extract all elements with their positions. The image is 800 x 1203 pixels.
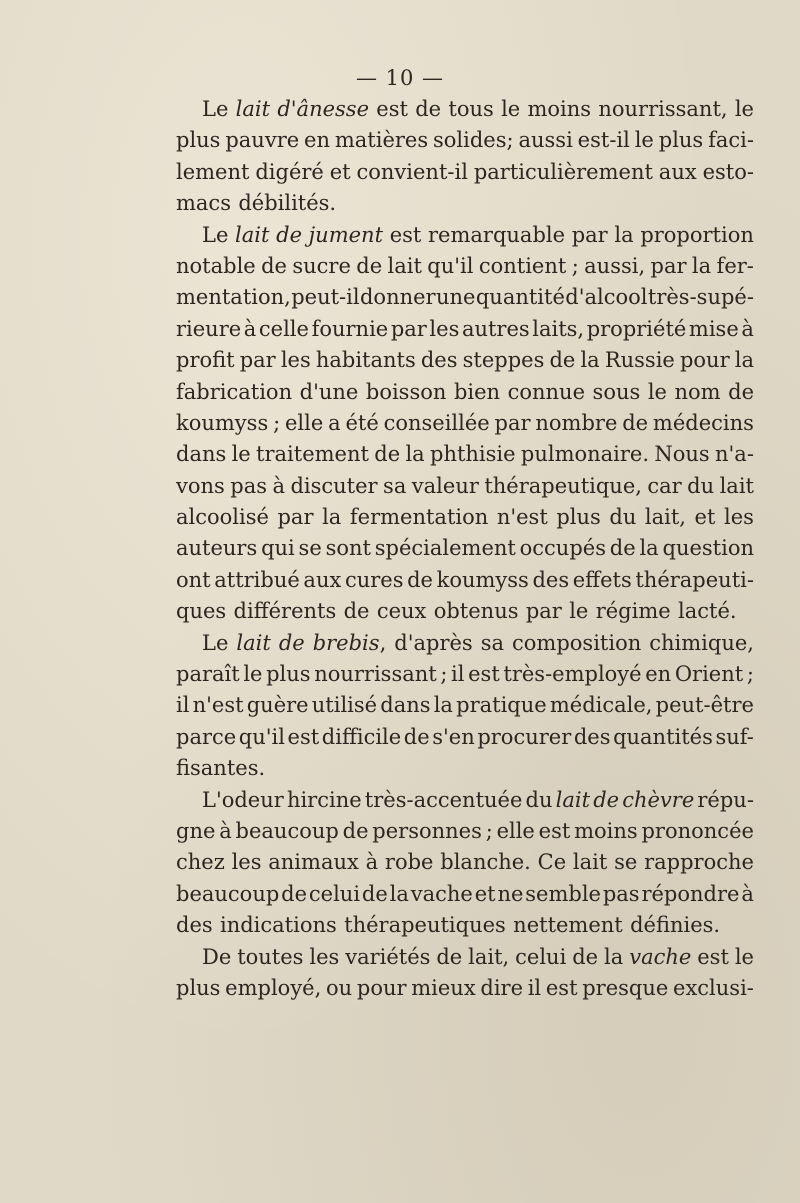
word: se bbox=[614, 850, 638, 875]
text-line bbox=[176, 125, 754, 156]
word: vache bbox=[410, 881, 473, 906]
word: tous bbox=[448, 97, 494, 121]
word: ; bbox=[273, 410, 281, 435]
word: occupés bbox=[519, 536, 606, 561]
word: digéré bbox=[255, 159, 324, 184]
word: par bbox=[494, 410, 531, 435]
word: les bbox=[429, 316, 460, 341]
word: d'une bbox=[299, 379, 359, 404]
word: de bbox=[343, 599, 370, 624]
word: est-il bbox=[577, 128, 630, 153]
word: nourrissant bbox=[314, 662, 437, 687]
word: médecins bbox=[652, 410, 754, 435]
word: paraît bbox=[176, 662, 240, 687]
word: particulièrement bbox=[473, 159, 653, 184]
text-line bbox=[176, 628, 754, 659]
word: lait bbox=[572, 850, 608, 875]
word: L'odeur bbox=[202, 787, 284, 812]
word: la bbox=[322, 505, 342, 530]
text-line bbox=[176, 220, 754, 251]
word: faci- bbox=[708, 128, 754, 153]
word: les bbox=[280, 348, 311, 373]
text-line bbox=[176, 251, 754, 282]
word: chèvre bbox=[622, 787, 695, 812]
word: steppes bbox=[462, 348, 545, 373]
word: habitants bbox=[315, 348, 416, 373]
word: de bbox=[728, 379, 754, 404]
word: plus bbox=[176, 975, 221, 1000]
word: thérapeutique, bbox=[484, 473, 642, 498]
text-line bbox=[176, 753, 754, 784]
word: utilisé bbox=[311, 693, 378, 718]
word: rieure bbox=[176, 316, 242, 341]
text-line bbox=[176, 408, 754, 439]
page-number: — 10 — bbox=[355, 66, 445, 90]
word: à bbox=[272, 473, 285, 498]
word: la bbox=[389, 881, 409, 906]
word: quantités bbox=[613, 724, 713, 749]
word: celui bbox=[308, 881, 361, 906]
text-line bbox=[176, 565, 754, 596]
word: aux bbox=[303, 567, 342, 592]
word: alcoolisé bbox=[176, 505, 269, 530]
word: chez bbox=[176, 850, 225, 875]
word: boisson bbox=[365, 379, 447, 404]
word: valeur bbox=[411, 473, 479, 498]
word: pour bbox=[679, 348, 730, 373]
word: pour bbox=[356, 975, 407, 1000]
word: à bbox=[365, 850, 379, 875]
word: sa bbox=[480, 630, 504, 655]
word: profit bbox=[176, 348, 235, 373]
word: plus bbox=[266, 662, 311, 687]
word: dans bbox=[176, 442, 227, 467]
word: très-employé bbox=[503, 662, 642, 687]
word: de bbox=[361, 881, 388, 906]
word: ont bbox=[176, 567, 211, 592]
word: elle bbox=[496, 818, 535, 843]
text-line bbox=[176, 188, 754, 219]
word: le bbox=[231, 442, 251, 467]
word: ceux bbox=[376, 599, 427, 624]
word: à bbox=[741, 316, 754, 341]
word: matières bbox=[334, 128, 429, 153]
word: variétés bbox=[345, 944, 431, 969]
word: et bbox=[474, 881, 496, 906]
text-line bbox=[176, 533, 754, 564]
word: le bbox=[501, 97, 521, 121]
word: de bbox=[622, 410, 649, 435]
text-line bbox=[176, 879, 754, 910]
word: procurer bbox=[477, 724, 572, 749]
word: Le bbox=[202, 97, 229, 121]
text-line bbox=[176, 282, 754, 313]
word: le bbox=[647, 379, 667, 404]
word: aussi, bbox=[584, 253, 646, 278]
word: sa bbox=[383, 473, 407, 498]
word: guère bbox=[246, 693, 309, 718]
word: beaucoup bbox=[235, 818, 339, 843]
word: thérapeutiques bbox=[344, 913, 506, 938]
word: plus bbox=[556, 505, 601, 530]
word: sucre bbox=[292, 253, 351, 278]
word: moins bbox=[574, 818, 638, 843]
word: le bbox=[634, 128, 654, 153]
word: nourrissant, bbox=[598, 97, 728, 121]
word: d'alcool bbox=[565, 285, 648, 310]
word: esto- bbox=[702, 159, 754, 184]
word: répondre bbox=[641, 881, 740, 906]
word: de bbox=[276, 222, 302, 247]
word: ques bbox=[176, 599, 227, 624]
word: de bbox=[436, 944, 463, 969]
word: qu'il bbox=[238, 724, 285, 749]
word: autres bbox=[461, 316, 530, 341]
word: la bbox=[639, 536, 659, 561]
word: lait bbox=[387, 253, 422, 278]
word: Orient bbox=[674, 662, 744, 687]
word: est bbox=[287, 724, 320, 749]
word: lement bbox=[176, 159, 250, 184]
word: thérapeuti- bbox=[635, 567, 754, 592]
word: la bbox=[405, 442, 425, 467]
text-line bbox=[176, 157, 754, 188]
word: celui bbox=[515, 944, 567, 969]
word: le bbox=[243, 662, 263, 687]
word: des bbox=[532, 567, 570, 592]
word: d'ânesse bbox=[277, 97, 370, 121]
word: lait bbox=[235, 97, 271, 121]
text-line bbox=[176, 94, 754, 125]
word: médicale, bbox=[549, 693, 653, 718]
word: de bbox=[407, 567, 433, 592]
word: plus bbox=[176, 128, 221, 153]
text-line bbox=[176, 659, 754, 690]
word: qu'il bbox=[427, 253, 474, 278]
word: est bbox=[376, 97, 408, 121]
word: qui bbox=[261, 536, 295, 561]
word: du bbox=[609, 505, 637, 530]
word: n'est bbox=[496, 505, 548, 530]
word: et bbox=[329, 159, 351, 184]
word: bien bbox=[453, 379, 501, 404]
word: contient bbox=[478, 253, 567, 278]
word: des bbox=[420, 348, 458, 373]
word: lait bbox=[235, 222, 270, 247]
word: semble bbox=[525, 881, 601, 906]
word: est bbox=[538, 818, 571, 843]
word: conseillée bbox=[383, 410, 490, 435]
word: définies. bbox=[630, 913, 721, 938]
word: question bbox=[662, 536, 754, 561]
word: de bbox=[261, 253, 287, 278]
text-line bbox=[176, 314, 754, 345]
word: par bbox=[277, 505, 314, 530]
word: il bbox=[451, 662, 465, 687]
word: lacté. bbox=[678, 599, 737, 624]
word: animaux bbox=[268, 850, 359, 875]
word: du bbox=[687, 473, 715, 498]
word: ne bbox=[497, 881, 524, 906]
word: ; bbox=[571, 253, 579, 278]
word: répu- bbox=[697, 787, 754, 812]
word: donner bbox=[359, 285, 436, 310]
word: n'a- bbox=[715, 442, 754, 467]
word: celle bbox=[258, 316, 309, 341]
word: connue bbox=[507, 379, 586, 404]
word: ; bbox=[746, 662, 754, 687]
word: ; bbox=[440, 662, 448, 687]
word: macs bbox=[176, 191, 231, 216]
word: fermentation bbox=[349, 505, 489, 530]
word: fournie bbox=[311, 316, 389, 341]
word: fer- bbox=[716, 253, 754, 278]
word: été bbox=[345, 410, 379, 435]
word: Le bbox=[202, 630, 229, 655]
word: les bbox=[231, 850, 262, 875]
text-line bbox=[176, 439, 754, 470]
word: mentation, bbox=[176, 285, 291, 310]
word: beaucoup bbox=[176, 881, 280, 906]
word: koumyss bbox=[436, 567, 529, 592]
word: est bbox=[697, 944, 729, 969]
word: de bbox=[342, 818, 369, 843]
word: des bbox=[176, 913, 213, 938]
word: peut-il bbox=[291, 285, 360, 310]
word: pulmonaire. bbox=[520, 442, 650, 467]
word: elle bbox=[284, 410, 324, 435]
word: par bbox=[525, 599, 562, 624]
text-line bbox=[176, 910, 754, 941]
word: par bbox=[239, 348, 276, 373]
word: personnes bbox=[372, 818, 482, 843]
text-line bbox=[176, 847, 754, 878]
word: aux bbox=[658, 159, 697, 184]
word: parce bbox=[176, 724, 237, 749]
word: à bbox=[219, 818, 232, 843]
word: de bbox=[415, 97, 442, 121]
word: phthisie bbox=[430, 442, 516, 467]
word: des bbox=[573, 724, 611, 749]
word: de bbox=[609, 536, 636, 561]
word: effets bbox=[572, 567, 632, 592]
word: moins bbox=[527, 97, 592, 121]
word: le bbox=[569, 599, 589, 624]
word: vache bbox=[629, 944, 692, 969]
word: très-accentuée bbox=[364, 787, 523, 812]
word: pas bbox=[230, 473, 268, 498]
word: jument bbox=[308, 222, 384, 247]
word: lait bbox=[236, 630, 271, 655]
word: rapproche bbox=[644, 850, 754, 875]
word: nombre bbox=[535, 410, 618, 435]
word: est bbox=[545, 975, 578, 1000]
word: est bbox=[389, 222, 422, 247]
word: à bbox=[741, 881, 754, 906]
word: suf- bbox=[715, 724, 754, 749]
word: différents bbox=[233, 599, 337, 624]
word: ; bbox=[485, 818, 493, 843]
word: a bbox=[328, 410, 341, 435]
word: de bbox=[281, 881, 308, 906]
word: pauvre bbox=[225, 128, 300, 153]
word: difficile bbox=[321, 724, 402, 749]
word: convient-il bbox=[356, 159, 468, 184]
word: traitement bbox=[256, 442, 369, 467]
word: spécialement bbox=[374, 536, 516, 561]
word: du bbox=[525, 787, 553, 812]
word: presque bbox=[582, 975, 669, 1000]
word: ou bbox=[326, 975, 353, 1000]
word: chimique, bbox=[649, 630, 754, 655]
word: par bbox=[571, 222, 608, 247]
word: pratique bbox=[456, 693, 547, 718]
word: blanche. bbox=[440, 850, 531, 875]
word: Nous bbox=[654, 442, 710, 467]
word: gne bbox=[176, 818, 216, 843]
word: Ce bbox=[537, 850, 567, 875]
word: il bbox=[176, 693, 190, 718]
word: à bbox=[243, 316, 257, 341]
word: en bbox=[645, 662, 672, 687]
word: indications bbox=[220, 913, 337, 938]
word: de bbox=[374, 442, 401, 467]
word: Russie bbox=[604, 348, 675, 373]
word: de bbox=[549, 348, 576, 373]
text-line bbox=[176, 596, 754, 627]
text-line bbox=[176, 785, 754, 816]
word: exclusi- bbox=[673, 975, 754, 1000]
word: lait bbox=[555, 787, 591, 812]
word: solides; bbox=[433, 128, 514, 153]
word: auteurs bbox=[176, 536, 258, 561]
word: obtenus bbox=[433, 599, 519, 624]
word: par bbox=[650, 253, 687, 278]
word: koumyss bbox=[176, 410, 269, 435]
word: de bbox=[593, 787, 620, 812]
word: régime bbox=[595, 599, 671, 624]
word: sont bbox=[325, 536, 371, 561]
word: sous bbox=[592, 379, 641, 404]
word: attribué bbox=[214, 567, 300, 592]
word: la bbox=[734, 348, 754, 373]
body-text bbox=[176, 94, 754, 1004]
text-line bbox=[176, 973, 754, 1004]
text-line bbox=[176, 377, 754, 408]
word: de bbox=[403, 724, 430, 749]
word: aussi bbox=[518, 128, 573, 153]
word: n'est bbox=[192, 693, 244, 718]
word: très-supé- bbox=[647, 285, 754, 310]
word: toutes bbox=[237, 944, 304, 969]
word: par bbox=[390, 316, 427, 341]
word: débilités. bbox=[238, 191, 337, 216]
text-line bbox=[176, 942, 754, 973]
word: plus bbox=[658, 128, 704, 153]
text-line bbox=[176, 816, 754, 847]
word: dans bbox=[380, 693, 431, 718]
word: remarquable bbox=[428, 222, 566, 247]
text-line bbox=[176, 471, 754, 502]
word: les bbox=[309, 944, 340, 969]
word: discuter bbox=[290, 473, 378, 498]
word: employé, bbox=[225, 975, 322, 1000]
word: lait bbox=[719, 473, 754, 498]
word: pas bbox=[602, 881, 640, 906]
word: la bbox=[614, 222, 634, 247]
word: Le bbox=[202, 222, 229, 247]
word: une bbox=[435, 285, 476, 310]
word: De bbox=[202, 944, 232, 969]
word: il bbox=[527, 975, 542, 1000]
word: les bbox=[723, 505, 754, 530]
word: se bbox=[298, 536, 322, 561]
word: brebis, bbox=[312, 630, 387, 655]
word: nom bbox=[674, 379, 721, 404]
text-line bbox=[176, 345, 754, 376]
word: lait, bbox=[468, 944, 510, 969]
word: vons bbox=[176, 473, 225, 498]
word: mise bbox=[688, 316, 739, 341]
word: dire bbox=[480, 975, 524, 1000]
word: de bbox=[278, 630, 305, 655]
word: nettement bbox=[513, 913, 623, 938]
word: mieux bbox=[411, 975, 476, 1000]
word: fisantes. bbox=[176, 756, 266, 781]
text-line bbox=[176, 722, 754, 753]
word: car bbox=[647, 473, 682, 498]
text-line bbox=[176, 690, 754, 721]
word: composition bbox=[512, 630, 642, 655]
word: proportion bbox=[640, 222, 754, 247]
word: la bbox=[433, 693, 453, 718]
word: hircine bbox=[286, 787, 362, 812]
word: est bbox=[468, 662, 500, 687]
word: la bbox=[604, 944, 624, 969]
word: d'après bbox=[394, 630, 473, 655]
word: le bbox=[734, 97, 754, 121]
word: lait, bbox=[644, 505, 686, 530]
word: s'en bbox=[432, 724, 475, 749]
word: la bbox=[580, 348, 600, 373]
word: et bbox=[694, 505, 716, 530]
word: cures bbox=[344, 567, 404, 592]
word: de bbox=[572, 944, 599, 969]
word: fabrication bbox=[176, 379, 293, 404]
word: prononcée bbox=[641, 818, 754, 843]
word: en bbox=[304, 128, 330, 153]
text-line bbox=[176, 502, 754, 533]
word: peut-être bbox=[655, 693, 754, 718]
word: laits, bbox=[532, 316, 585, 341]
word: la bbox=[691, 253, 712, 278]
word: quantité bbox=[475, 285, 565, 310]
word: robe bbox=[384, 850, 434, 875]
word: propriété bbox=[586, 316, 687, 341]
word: le bbox=[734, 944, 754, 969]
word: notable bbox=[176, 253, 256, 278]
word: de bbox=[356, 253, 383, 278]
